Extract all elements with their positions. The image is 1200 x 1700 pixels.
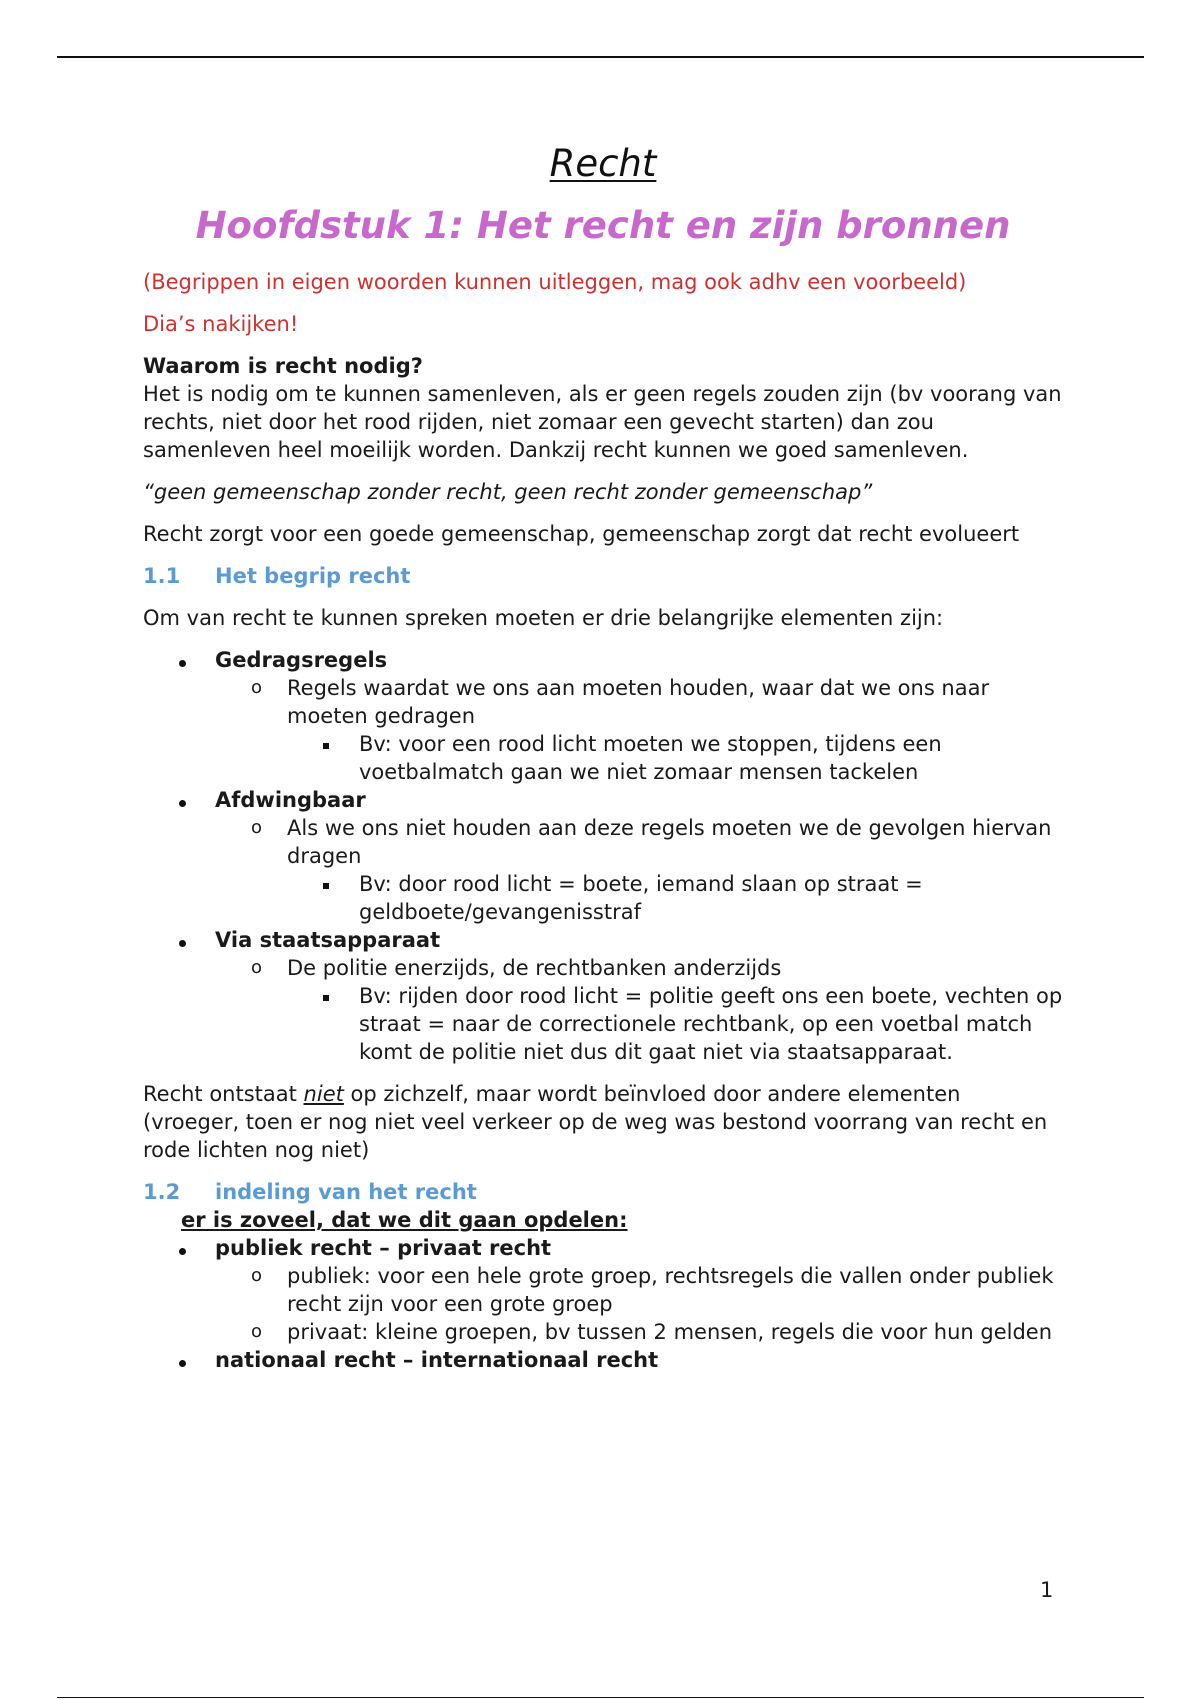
list-item bbox=[143, 1346, 1063, 1374]
quote: “geen gemeenschap zonder recht, geen recht zonder gemeenschap” bbox=[143, 480, 873, 504]
elements-list bbox=[143, 646, 1063, 1066]
element-description: De politie enerzijds, de rechtbanken anderzijds bbox=[287, 956, 782, 980]
document-page bbox=[143, 140, 1063, 1374]
circle-bullet-icon: o bbox=[251, 1265, 263, 1286]
section-number: 1.1 bbox=[143, 564, 181, 588]
question-heading: Waarom is recht nodig? bbox=[143, 354, 423, 378]
list-item bbox=[143, 1234, 1063, 1346]
chapter-heading: Hoofdstuk 1: Het recht en zijn bronnen bbox=[195, 204, 1011, 247]
circle-bullet-icon: o bbox=[251, 817, 263, 838]
section-number: 1.2 bbox=[143, 1180, 181, 1204]
element-example: Bv: rijden door rood licht = politie geeft ons een boete, vechten op straat = naar de correctionele rechtbank, op een voetbal match komt de politie niet dus dit gaat niet via staatsapparaat. bbox=[359, 984, 1063, 1064]
bullet-icon bbox=[179, 1248, 186, 1255]
header-rule bbox=[57, 56, 1144, 58]
section-heading-1-2 bbox=[143, 1178, 1063, 1206]
element-example: Bv: door rood licht = boete, iemand slaan op straat = geldboete/gevangenisstraf bbox=[359, 872, 923, 924]
section-title: indeling van het recht bbox=[215, 1180, 477, 1204]
page-number: 1 bbox=[1040, 1578, 1054, 1602]
paragraph-origin: Recht ontstaat niet op zichzelf, maar wordt beïnvloed door andere elementen (vroeger, toen er nog niet veel verkeer op de weg was bestond voorrang van recht en rode lichten nog niet) bbox=[143, 1082, 1048, 1162]
division-list bbox=[143, 1234, 1063, 1374]
list-item-sub bbox=[215, 814, 1063, 926]
list-item bbox=[143, 926, 1063, 1066]
element-description: Regels waardat we ons aan moeten houden, waar dat we ons naar moeten gedragen bbox=[287, 676, 990, 728]
division-item: privaat: kleine groepen, bv tussen 2 mensen, regels die voor hun gelden bbox=[287, 1320, 1053, 1344]
bullet-icon bbox=[179, 800, 186, 807]
list-item bbox=[143, 786, 1063, 926]
list-item-example bbox=[287, 982, 1063, 1066]
emphasis-niet: niet bbox=[303, 1082, 344, 1106]
list-item bbox=[143, 646, 1063, 786]
element-title: Gedragsregels bbox=[215, 648, 388, 672]
note-slides: Dia’s nakijken! bbox=[143, 312, 299, 336]
division-title: publiek recht – privaat recht bbox=[215, 1236, 552, 1260]
list-item-example bbox=[287, 730, 1063, 786]
square-bullet-icon bbox=[323, 995, 329, 1001]
circle-bullet-icon: o bbox=[251, 677, 263, 698]
paragraph-community: Recht zorgt voor een goede gemeenschap, gemeenschap zorgt dat recht evolueert bbox=[143, 522, 1020, 546]
section-title: Het begrip recht bbox=[215, 564, 411, 588]
division-title: nationaal recht – internationaal recht bbox=[215, 1348, 659, 1372]
bullet-icon bbox=[179, 940, 186, 947]
circle-bullet-icon: o bbox=[251, 1321, 263, 1342]
bullet-icon bbox=[179, 1360, 186, 1367]
element-title: Via staatsapparaat bbox=[215, 928, 441, 952]
square-bullet-icon bbox=[323, 743, 329, 749]
element-example: Bv: voor een rood licht moeten we stoppen, tijdens een voetbalmatch gaan we niet zomaar mensen tackelen bbox=[359, 732, 942, 784]
bullet-icon bbox=[179, 660, 186, 667]
document-title: Recht bbox=[549, 142, 657, 185]
list-item-sub bbox=[215, 954, 1063, 1066]
element-title: Afdwingbaar bbox=[215, 788, 366, 812]
section-intro: Om van recht te kunnen spreken moeten er drie belangrijke elementen zijn: bbox=[143, 606, 944, 630]
list-item-sub bbox=[215, 1262, 1063, 1318]
section-heading-1-1 bbox=[143, 562, 1063, 590]
element-description: Als we ons niet houden aan deze regels moeten we de gevolgen hiervan dragen bbox=[287, 816, 1052, 868]
footer-rule bbox=[57, 1697, 1144, 1698]
list-item-example bbox=[287, 870, 1063, 926]
question-answer: Het is nodig om te kunnen samenleven, als er geen regels zouden zijn (bv voorang van rechts, niet door het rood rijden, niet zomaar een gevecht starten) dan zou samenleven heel moeilijk worden. Dankzij recht kunnen we goed samenleven. bbox=[143, 382, 1062, 462]
list-item-sub bbox=[215, 1318, 1063, 1346]
square-bullet-icon bbox=[323, 883, 329, 889]
division-item: publiek: voor een hele grote groep, rechtsregels die vallen onder publiek recht zijn voor een grote groep bbox=[287, 1264, 1054, 1316]
circle-bullet-icon: o bbox=[251, 957, 263, 978]
note-concepts: (Begrippen in eigen woorden kunnen uitleggen, mag ook adhv een voorbeeld) bbox=[143, 270, 967, 294]
list-item-sub bbox=[215, 674, 1063, 786]
subsection-intro: er is zoveel, dat we dit gaan opdelen: bbox=[181, 1208, 628, 1232]
